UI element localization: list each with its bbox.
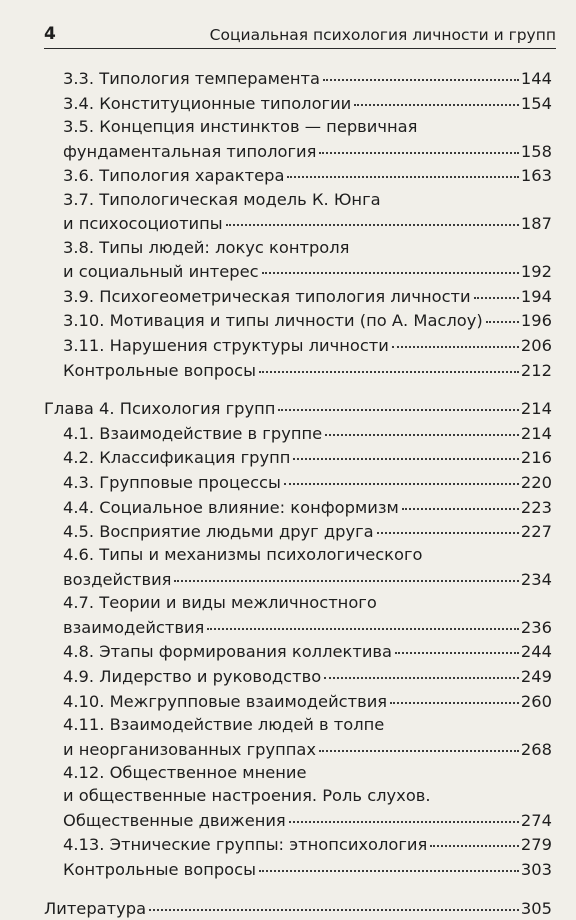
toc-entry-page: 223 [520,497,552,517]
toc-entry [44,857,552,882]
dot-leader [354,88,519,106]
toc-entry-title: и социальный интерес [63,262,259,282]
toc-entry [44,591,552,639]
toc-entry-page: 194 [520,286,552,306]
toc-entry [44,519,552,544]
toc-entry-title: и психосоциотипы [63,214,223,234]
toc-entry-title: взаимодействия [63,617,205,637]
dot-leader [259,354,519,372]
toc-entry-title: 4.9. Лидерство и руководство [63,667,322,687]
toc-entry [44,115,552,163]
toc-entry [44,163,552,188]
toc-entry-page: 206 [520,335,552,355]
toc-entry-title: 3.4. Конституционные типологии [63,93,352,113]
dot-leader [486,305,519,323]
toc-entry-page: 249 [520,667,552,687]
dot-leader [377,516,519,534]
toc-entry-page: 227 [520,522,552,542]
page-header [44,18,556,49]
dot-leader [392,330,519,348]
dot-leader [226,208,519,226]
toc-entry [44,236,552,284]
toc-entry-page: 216 [520,448,552,468]
toc-entry-title-line: 3.5. Концепция инстинктов — первичная [63,117,418,137]
toc-entry-title: 3.10. Мотивация и типы личности (по А. Маслоу) [63,311,483,331]
toc-entry-title-line: 4.11. Взаимодействие людей в толпе [63,714,385,734]
toc-entry [44,895,552,920]
toc-entry [44,713,552,761]
toc-entry-title-line: и общественные настроения. Роль слухов. [63,786,431,806]
dot-leader [323,63,519,81]
toc-entry-page: 234 [520,569,552,589]
toc-entry-page: 268 [520,739,552,759]
toc-entry-page: 212 [520,360,552,380]
toc-entry-page: 187 [520,214,552,234]
toc-entry-title: Контрольные вопросы [63,360,256,380]
toc-entry-title-line: 4.6. Типы и механизмы психологического [63,545,423,565]
dot-leader [284,467,519,485]
toc-entry [44,91,552,116]
toc-entry-page: 303 [520,859,552,879]
toc-entry-title: 4.3. Групповые процессы [63,472,281,492]
toc-entry-page: 244 [520,642,552,662]
toc-entry-title: 4.2. Классификация групп [63,448,291,468]
dot-leader [149,892,519,910]
dot-leader [395,636,519,654]
dot-leader [207,612,519,630]
toc-entry-title: 4.8. Этапы формирования коллектива [63,642,392,662]
toc-entry-title: Общественные движения [63,810,286,830]
toc-entry-title: Литература [44,898,147,918]
toc-entry-page: 158 [520,141,552,161]
toc-entry-title: Контрольные вопросы [63,859,256,879]
dot-leader [293,442,518,460]
toc-entry-title: и неорганизованных группах [63,739,317,759]
dot-leader [287,160,519,178]
toc-entry [44,688,552,713]
toc-entry-title: фундаментальная типология [63,141,317,161]
dot-leader [319,135,519,153]
toc-entry-page: 196 [520,311,552,331]
toc-entry-title: 4.13. Этнические группы: этнопсихология [63,835,428,855]
toc-entry-title: 4.10. Межгрупповые взаимодействия [63,691,388,711]
toc-entry-title-line: 4.7. Теории и виды межличностного [63,593,377,613]
dot-leader [390,685,519,703]
toc-entry [44,761,552,832]
toc-entry-title: 3.9. Психогеометрическая типология личности [63,286,471,306]
toc-entry [44,283,552,308]
toc-entry-page: 220 [520,472,552,492]
dot-leader [325,417,519,435]
dot-leader [474,280,519,298]
dot-leader [402,491,519,509]
toc-entry-page: 236 [520,617,552,637]
dot-leader [174,564,518,582]
dot-leader [259,854,519,872]
toc-entry-page: 144 [520,69,552,89]
toc-entry-page: 274 [520,810,552,830]
dot-leader [289,804,519,822]
toc-entry-page: 214 [520,423,552,443]
toc-entry-page: 154 [520,93,552,113]
toc-entry-title-line: 3.8. Типы людей: локус контроля [63,237,350,257]
toc-entry-title-line: 3.7. Типологическая модель К. Юнга [63,189,381,209]
toc-entry-title: воздействия [63,569,172,589]
toc-entry-title: 4.1. Взаимодействие в группе [63,423,323,443]
page-number: 4 [44,24,56,44]
toc-entry-title: Глава 4. Психология групп [44,399,276,419]
toc-entry-title-line: 4.12. Общественное мнение [63,762,307,782]
toc-entry-title: 3.3. Типология темперамента [63,69,321,89]
dot-leader [430,829,519,847]
toc-entry-title: 3.6. Типология характера [63,166,285,186]
table-of-contents [44,66,552,920]
toc-entry [44,357,552,382]
dot-leader [278,393,518,411]
dot-leader [262,256,519,274]
toc-entry-page: 279 [520,835,552,855]
dot-leader [319,733,519,751]
toc-entry-page: 192 [520,262,552,282]
toc-entry-page: 214 [520,399,552,419]
toc-entry-page: 260 [520,691,552,711]
toc-entry-page: 163 [520,166,552,186]
toc-entry-title: 3.11. Нарушения структуры личности [63,335,389,355]
toc-entry-page: 305 [520,898,552,918]
dot-leader [324,661,519,679]
running-title: Социальная психология личности и групп [209,26,556,44]
toc-entry [44,543,552,591]
toc-entry-title: 4.4. Социальное влияние: конформизм [63,497,399,517]
toc-entry-title: 4.5. Восприятие людьми друг друга [63,522,374,542]
toc-entry [44,188,552,236]
